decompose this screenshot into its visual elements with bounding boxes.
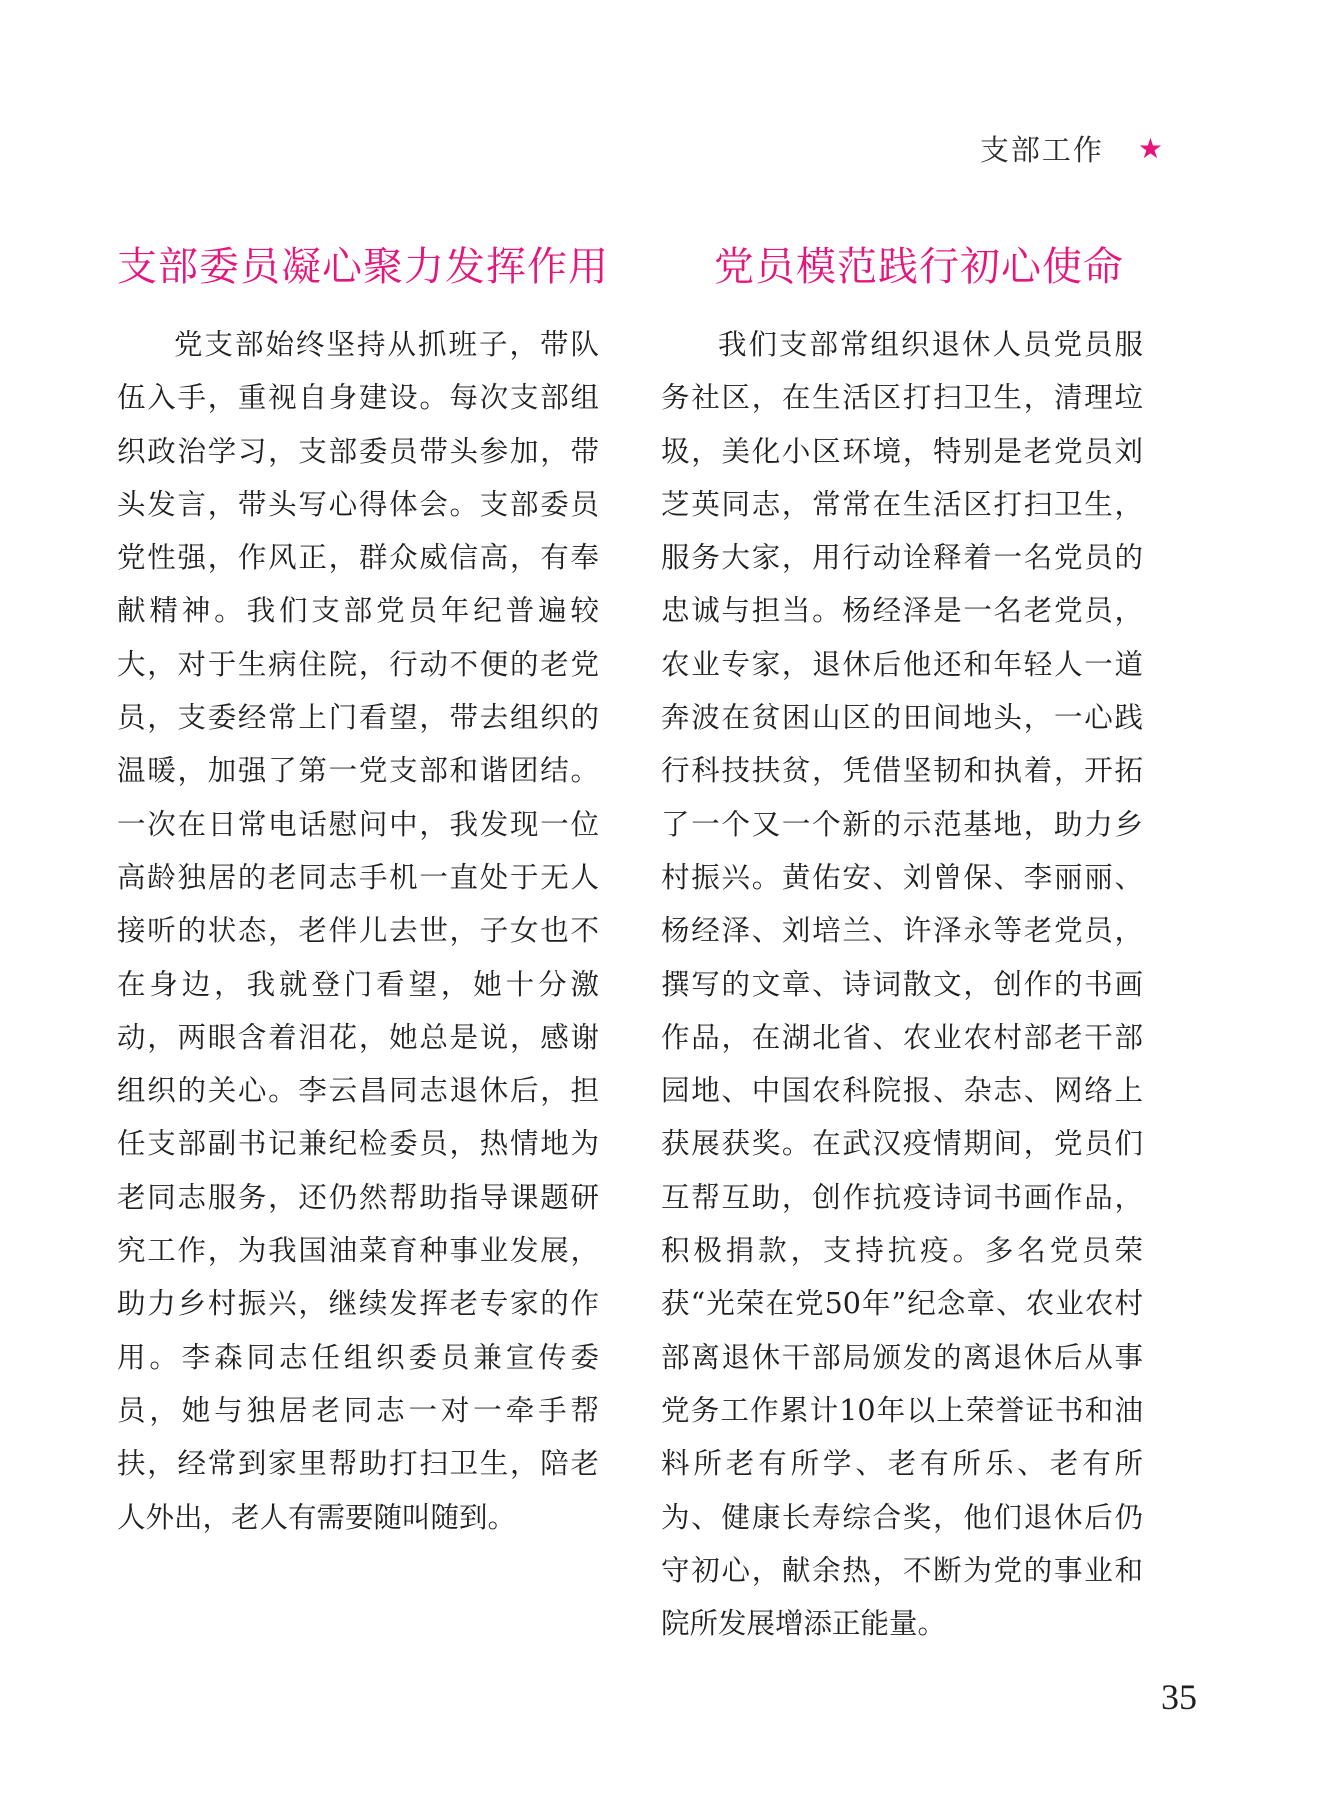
right-column bbox=[661, 240, 1143, 1650]
section-label: 支部工作 bbox=[979, 133, 1104, 167]
left-column-title: 支部委员凝心聚力发挥作用 bbox=[117, 244, 609, 290]
right-column-body: 我们支部常组织退休人员党员服务社区，在生活区打扫卫生，清理垃圾，美化小区环境，特别是老党员刘芝英同志，常常在生活区打扫卫生，服务大家，用行动诠释着一名党员的忠诚与担当。杨经泽是一名老党员，农业专家，退休后他还和年轻人一道奔波在贫困山区的田间地头，一心践行科技扶贫，凭借坚韧和执着，开拓了一个又一个新的示范基地，助力乡村振兴。黄佑安、刘曾保、李丽丽、杨经泽、刘培兰、许泽永等老党员，撰写的文章、诗词散文，创作的书画作品，在湖北省、农业农村部老干部园地、中国农科院报、杂志、网络上获展获奖。在武汉疫情期间，党员们互帮互助，创作抗疫诗词书画作品，积极捐款，支持抗疫。多名党员荣获“光荣在党50年”纪念章、农业农村部离退休干部局颁发的离退休后从事党务工作累计10年以上荣誉证书和油料所老有所学、老有所乐、老有所为、健康长寿综合奖，他们退休后仍守初心，献余热，不断为党的事业和院所发展增添正能量。 bbox=[661, 328, 1143, 1641]
star-icon: ★ bbox=[1137, 132, 1165, 165]
right-column-title: 党员模范践行初心使命 bbox=[714, 244, 1124, 290]
page-number: 35 bbox=[1161, 1677, 1197, 1717]
left-column bbox=[117, 240, 609, 1544]
left-column-body: 党支部始终坚持从抓班子，带队伍入手，重视自身建设。每次支部组织政治学习，支部委员带头参加，带头发言，带头写心得体会。支部委员党性强，作风正，群众威信高，有奉献精神。我们支部党员年纪普遍较大，对于生病住院，行动不便的老党员，支委经常上门看望，带去组织的温暖，加强了第一党支部和谐团结。一次在日常电话慰问中，我发现一位高龄独居的老同志手机一直处于无人接听的状态，老伴儿去世，子女也不在身边，我就登门看望，她十分激动，两眼含着泪花，她总是说，感谢组织的关心。李云昌同志退休后，担任支部副书记兼纪检委员，热情地为老同志服务，还仍然帮助指导课题研究工作，为我国油菜育种事业发展，助力乡村振兴，继续发挥老专家的作用。李森同志任组织委员兼宣传委员，她与独居老同志一对一牵手帮扶，经常到家里帮助打扫卫生，陪老人外出，老人有需要随叫随到。 bbox=[117, 328, 599, 1534]
section-header bbox=[980, 128, 1165, 169]
